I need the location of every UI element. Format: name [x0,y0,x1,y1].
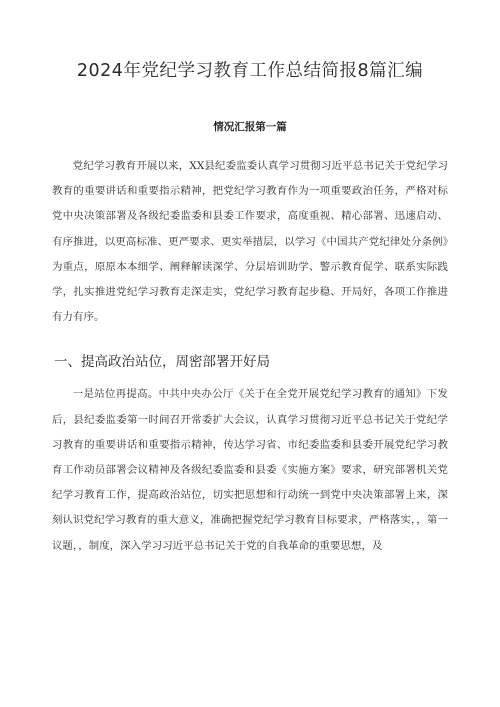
paragraph-2: 一是站位再提高。中共中央办公厅《关于在全党开展党纪学习教育的通知》下发后，县纪委监委第一时间召开常委扩大会议，认真学习贯彻习近平总书记关于党纪学习教育的重要讲话和重要指示精神，传达学习省、市纪委监委和县委开展党纪学习教育工作动员部署会议精神及各级纪委监委和县委《实施方案》要求，研究部署机关党纪学习教育工作，提高政治站位，切实把思想和行动统一到党中央决策部署上来，深刻认识党纪学习教育的重大意义，准确把握党纪学习教育目标要求，严格落实，，第一议题，，制度，深入学习习近平总书记关于党的自我革命的重要思想，及 [52,388,448,552]
heading-1: 一、提高政治站位，周密部署开好局 [54,354,270,371]
section-title: 情况汇报第一篇 [213,121,287,133]
paragraph-intro: 党纪学习教育开展以来，XX县纪委监委认真学习贯彻习近平总书记关于党纪学习教育的重要讲话和重要指示精神，把党纪学习教育作为一项重要政治任务，严格对标党中央决策部署及各级纪委监委和县委工作要求，高度重视、精心部署、迅速启动、有序推进，以更高标准、更严要求、更实举措层，以学习《中国共产党纪律处分条例》为重点，原原本本细学、阐释解读深学、分层培训助学、警示教育促学、联系实际践学，扎实推进党纪学习教育走深走实，党纪学习教育起步稳、开局好，各项工作推进有力有序。 [52,160,448,324]
document-title: 2024年党纪学习教育工作总结简报8篇汇编 [76,61,424,81]
